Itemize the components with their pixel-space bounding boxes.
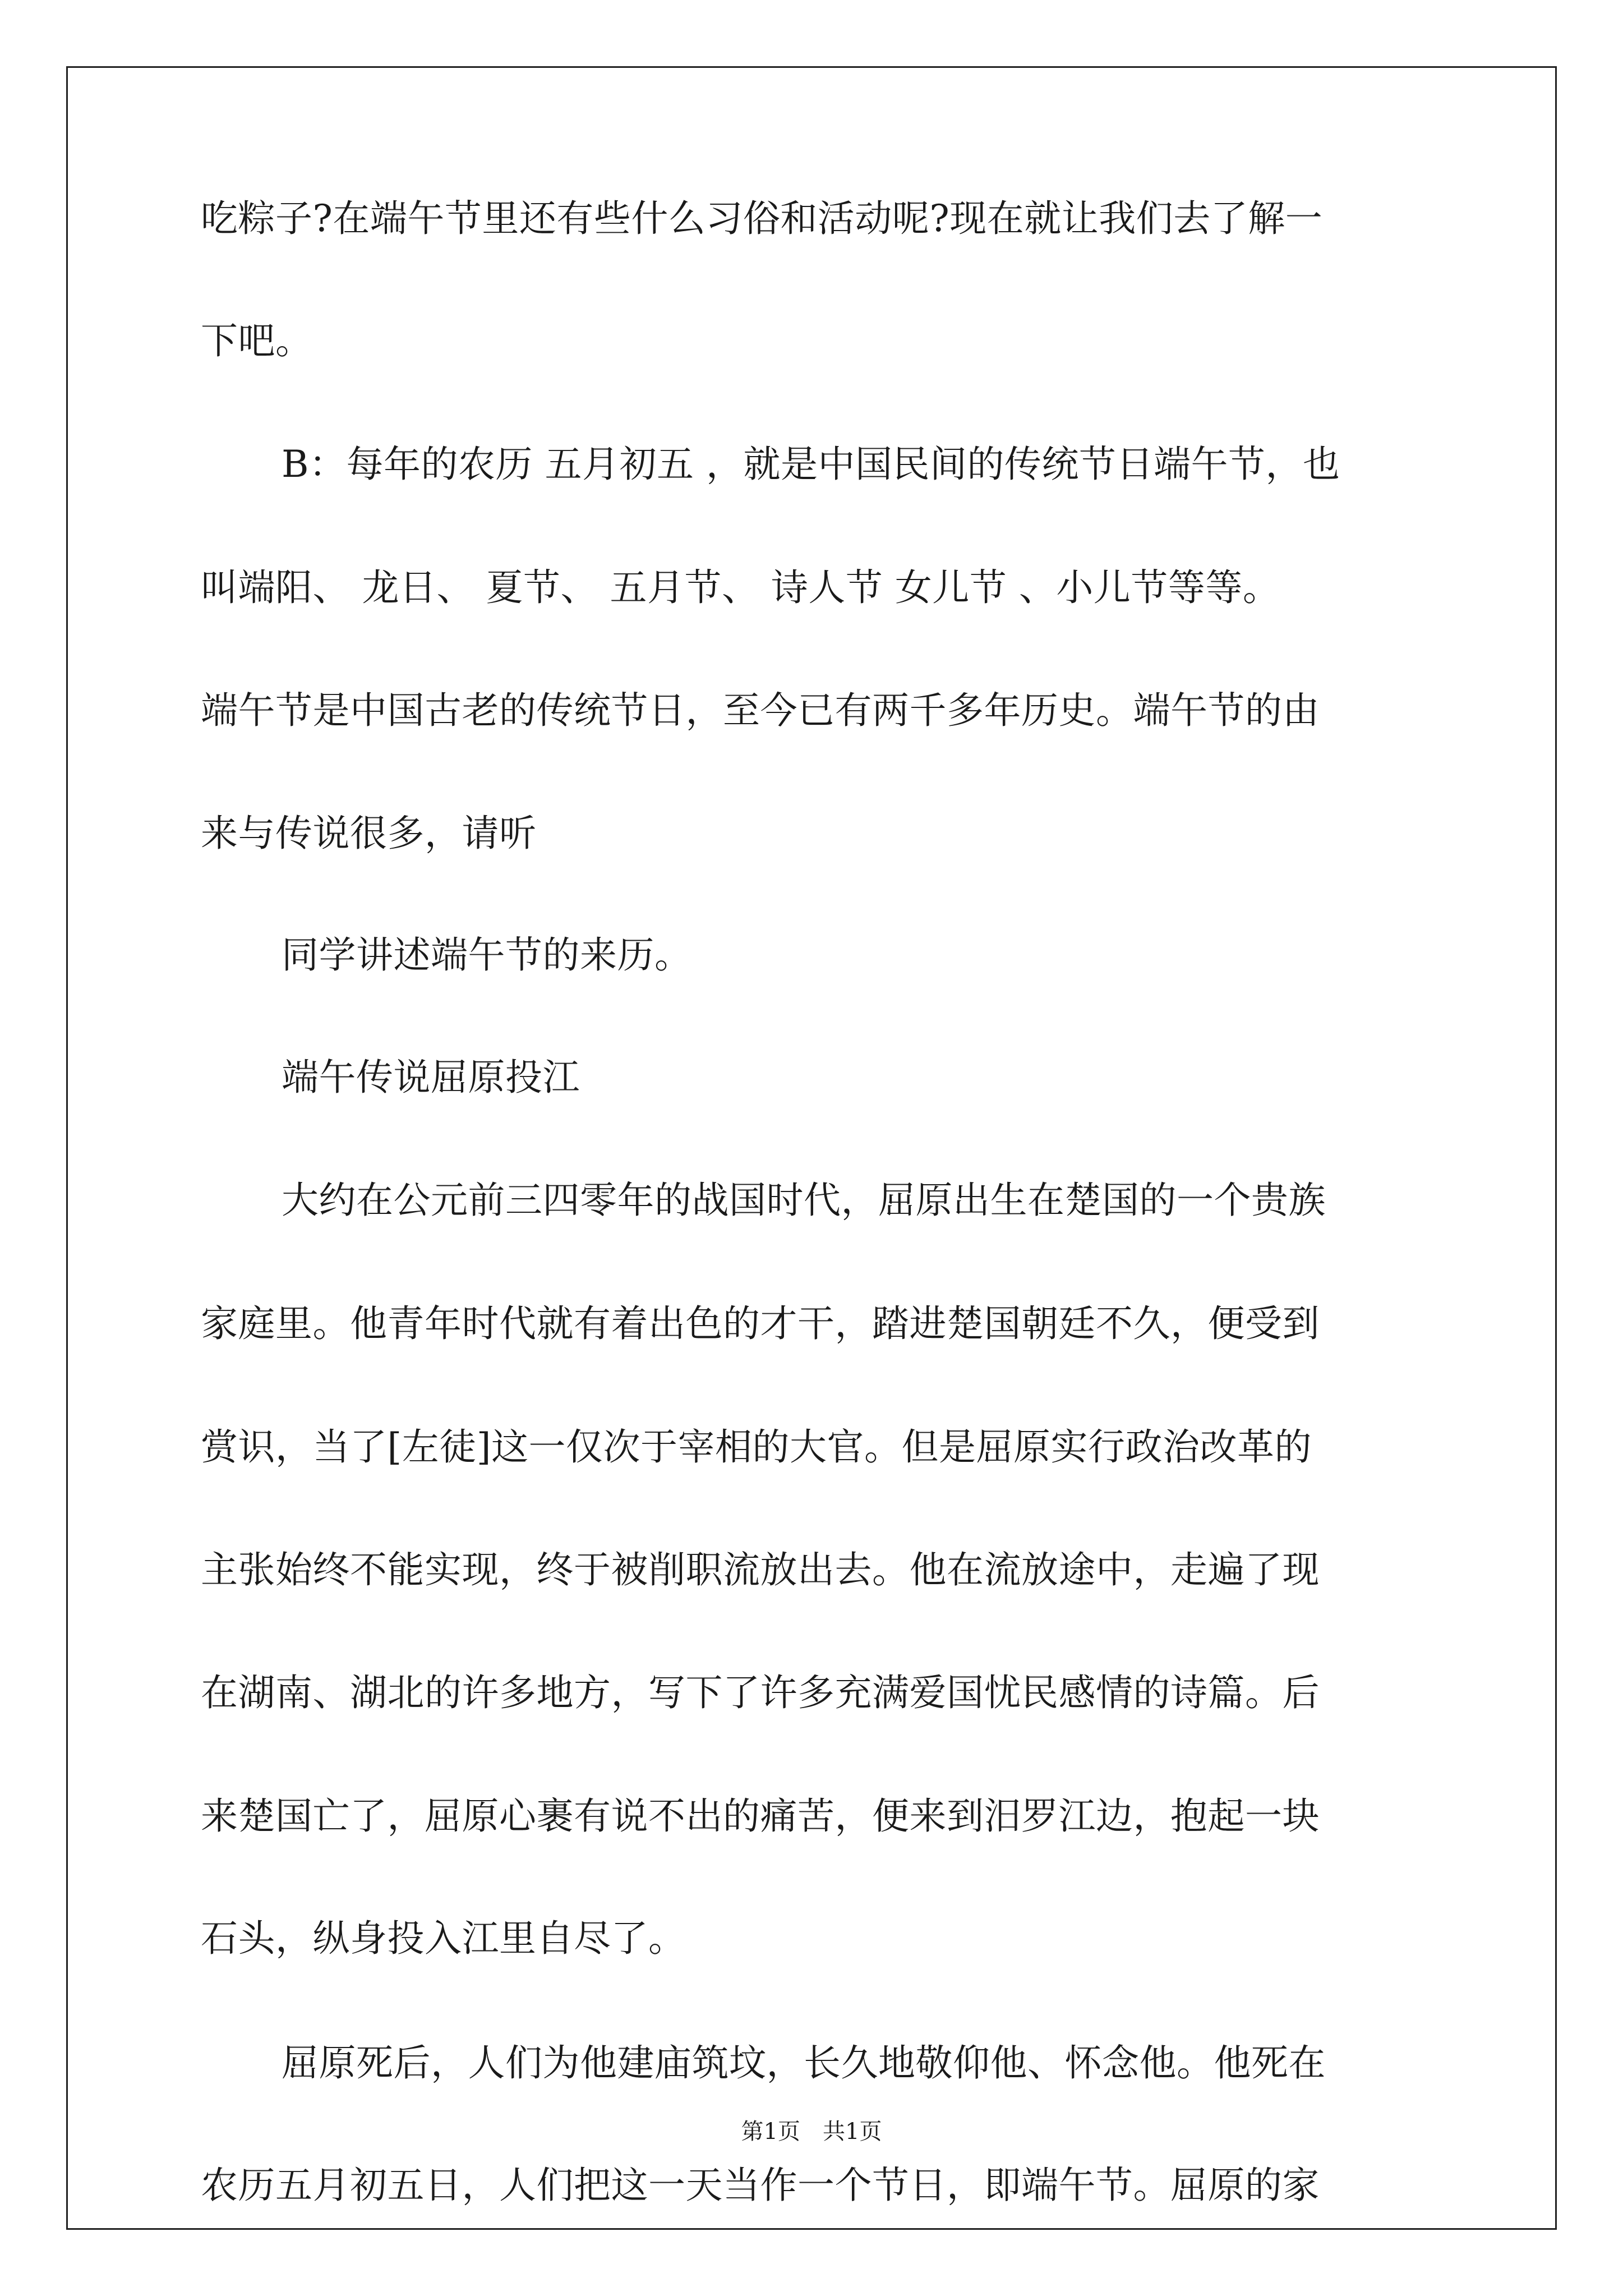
text-line: 在湖南、湖北的许多地方，写下了许多充满爱国忧民感情的诗篇。后 (201, 1671, 1320, 1714)
text-line: 下吧。 (201, 319, 313, 362)
page-number-footer: 第1页 共1页 (741, 2119, 882, 2145)
text-line: 来与传说很多，请听 (201, 812, 537, 855)
text-line: 屈原死后，人们为他建庙筑坟，长久地敬仰他、怀念他。他死在 (282, 2041, 1326, 2085)
text-line: 来楚国亡了，屈原心裹有说不出的痛苦，便来到汨罗江边，抱起一块 (201, 1795, 1320, 1838)
text-line: B：每年的农历 五月初五 ，就是中国民间的传统节日端午节，也 (282, 443, 1340, 486)
text-line: 石头，纵身投入江里自尽了。 (201, 1917, 686, 1960)
text-line: 大约在公元前三四零年的战国时代，屈原出生在楚国的一个贵族 (282, 1179, 1326, 1222)
text-line: 家庭里。他青年时代就有着出色的才干，踏进楚国朝廷不久，便受到 (201, 1302, 1320, 1345)
text-line: 叫端阳、 龙日、 夏节、 五月节、 诗人节 女儿节 、小儿节等等。 (201, 566, 1280, 609)
text-line: 吃粽子?在端午节里还有些什么习俗和活动呢?现在就让我们去了解一 (201, 197, 1323, 240)
text-line: 端午节是中国古老的传统节日，至今已有两千多年历史。端午节的由 (201, 689, 1320, 732)
section-heading: 端午传说屈原投江 (282, 1056, 580, 1099)
text-line: 赏识，当了[左徒]这一仅次于宰相的大官。但是屈原实行政治改革的 (201, 1425, 1312, 1469)
text-line: 主张始终不能实现，终于被削职流放出去。他在流放途中，走遍了现 (201, 1548, 1320, 1591)
text-line: 农历五月初五日，人们把这一天当作一个节日，即端午节。屈原的家 (201, 2164, 1320, 2207)
text-line: 同学讲述端午节的来历。 (282, 933, 692, 977)
